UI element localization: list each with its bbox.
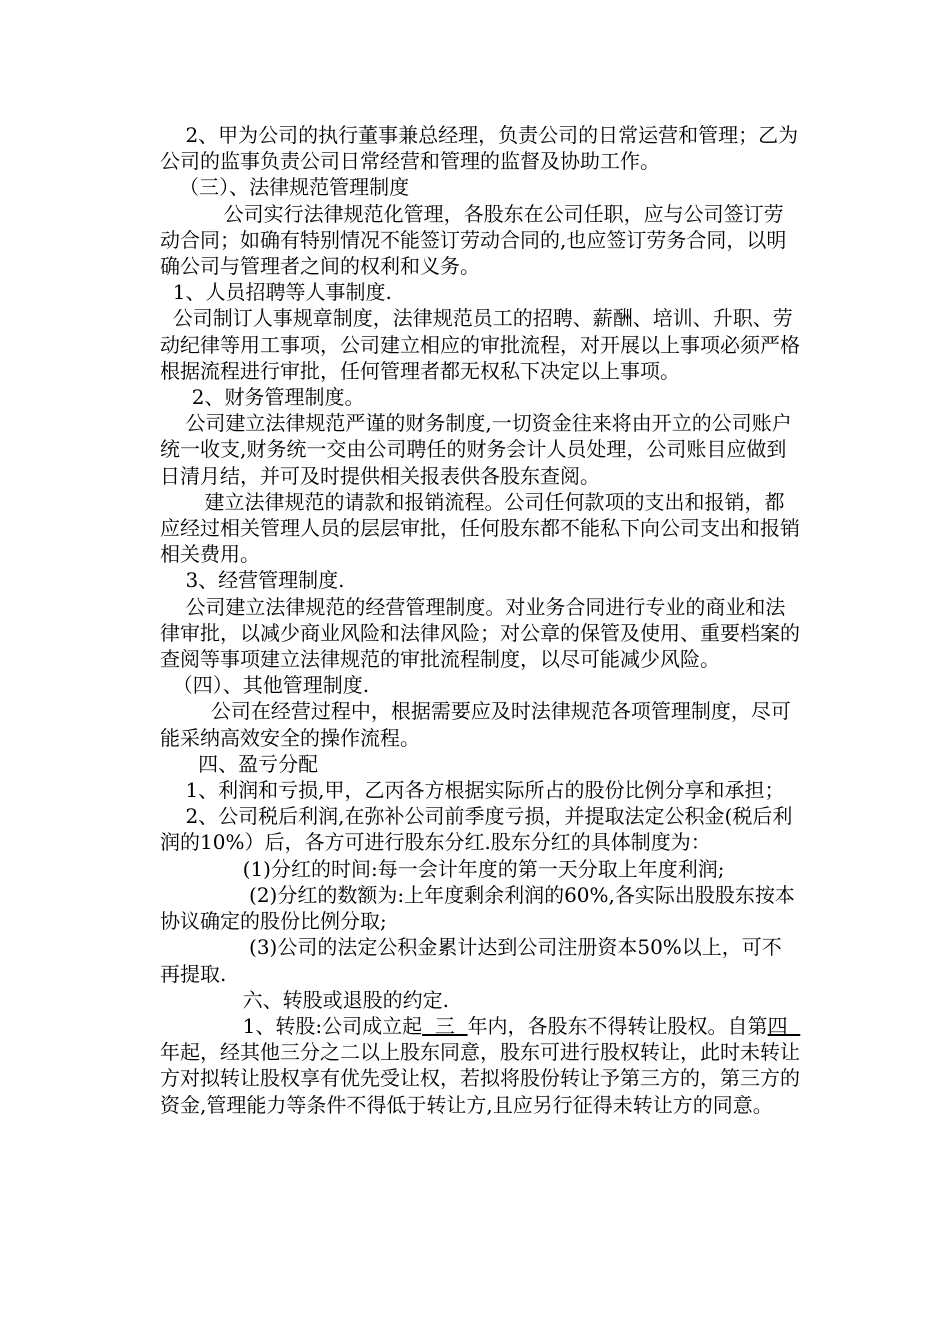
fill-in-blank: 三 — [422, 1013, 468, 1038]
paragraph: 1、利润和亏损,甲，乙丙各方根据实际所占的股份比例分享和承担； — [160, 778, 785, 803]
paragraph: 2、甲为公司的执行董事兼总经理，负责公司的日常运营和管理；乙为公司的监事负责公司日常经营和管理的监督及协助工作。 — [160, 123, 799, 174]
section-heading: （三）、法律规范管理制度 — [160, 175, 410, 200]
text-segment: 年起，经其他三分之二以上股东同意，股东可进行股权转让，此时未转让方对拟转让股权享有优先受让权，若拟将股份转让予第三方的，第三方的资金,管理能力等条件不得低于转让方,且应另行征得未转让方的同意。 — [160, 1040, 800, 1117]
paragraph: 公司实行法律规范化管理，各股东在公司任职，应与公司签订劳动合同；如确有特别情况不能签订劳动合同的,也应签订劳务合同，以明确公司与管理者之间的权利和义务。 — [160, 201, 787, 279]
paragraph: 公司建立法律规范严谨的财务制度,一切资金往来将由开立的公司账户统一收支,财务统一交由公司聘任的财务会计人员处理，公司账目应做到日清月结，并可及时提供相关报表供各股东查阅。 — [160, 411, 792, 488]
list-item: (3)公司的法定公积金累计达到公司注册资本50%以上，可不再提取. — [160, 935, 782, 986]
document-body — [160, 122, 800, 1118]
subsection-heading: 3、经营管理制度. — [160, 568, 345, 593]
text-segment: 1、转股:公司成立起 — [160, 1013, 423, 1038]
subsection-heading: 2、财务管理制度。 — [160, 385, 365, 410]
paragraph: 2、公司税后利润,在弥补公司前季度亏损，并提取法定公积金(税后利润的10%）后，各方可进行股东分红.股东分红的具体制度为： — [160, 804, 793, 855]
list-item: (2)分红的数额为:上年度剩余利润的60%,各实际出股股东按本协议确定的股份比例分取; — [160, 882, 795, 934]
fill-in-blank: 四 — [767, 1013, 801, 1038]
paragraph: 公司制订人事规章制度，法律规范员工的招聘、薪酬、培训、升职、劳动纪律等用工事项，公司建立相应的审批流程，对开展以上事项必须严格根据流程进行审批，任何管理者都无权私下决定以上事项。 — [160, 306, 800, 383]
paragraph: 公司建立法律规范的经营管理制度。对业务合同进行专业的商业和法律审批，以减少商业风险和法律风险；对公章的保管及使用、重要档案的查阅等事项建立法律规范的审批流程制度，以尽可能减少风险。 — [160, 594, 800, 672]
text-segment: 年内，各股东不得转让股权。自第 — [467, 1013, 768, 1038]
paragraph-share-transfer — [160, 1013, 800, 1118]
list-item: (1)分红的时间:每一会计年度的第一天分取上年度利润; — [160, 856, 725, 881]
section-heading: 六、转股或退股的约定. — [160, 987, 450, 1012]
section-heading: 四、盈亏分配 — [160, 751, 319, 776]
paragraph: 建立法律规范的请款和报销流程。公司任何款项的支出和报销，都应经过相关管理人员的层层审批，任何股东都不能私下向公司支出和报销相关费用。 — [160, 489, 800, 567]
section-heading: （四）、其他管理制度. — [160, 673, 370, 698]
paragraph: 公司在经营过程中，根据需要应及时法律规范各项管理制度，尽可能采纳高效安全的操作流程。 — [160, 699, 791, 750]
subsection-heading: 1、人员招聘等人事制度. — [160, 280, 392, 305]
